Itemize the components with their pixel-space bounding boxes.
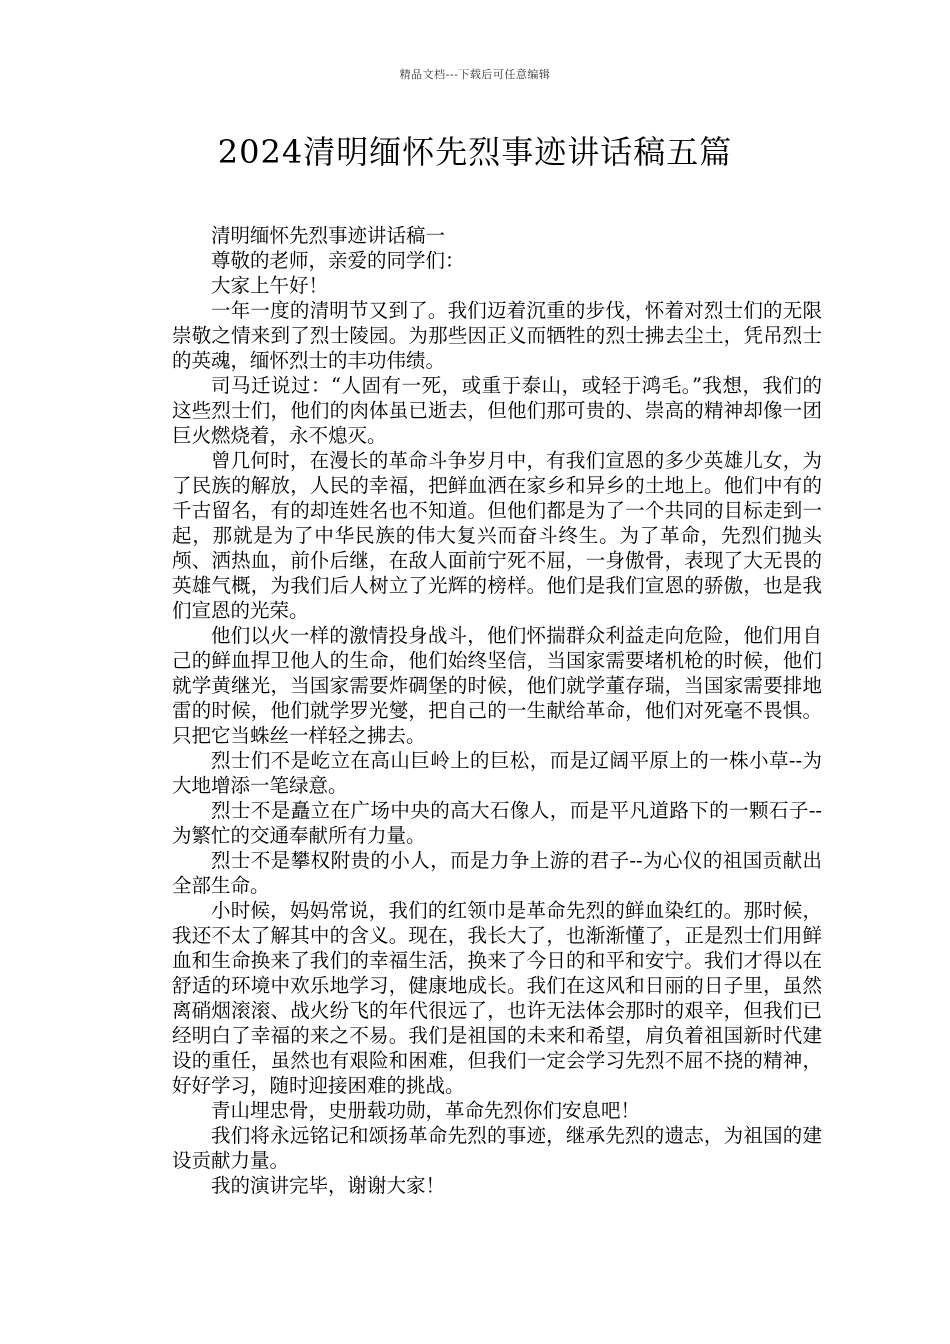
body-paragraph: 曾几何时，在漫长的革命斗争岁月中，有我们宣恩的多少英雄儿女，为了民族的解放，人民的幸福，把鲜血洒在家乡和异乡的土地上。他们中有的千古留名，有的却连姓名也不知道。但他们都是为了一个共同的目标走到一起，那就是为了中华民族的伟大复兴而奋斗终生。为了革命，先烈们抛头颅、洒热血，前仆后继，在敌人面前宁死不屈，一身傲骨，表现了大无畏的英雄气概，为我们后人树立了光辉的榜样。他们是我们宣恩的骄傲，也是我们宣恩的光荣。 [172,449,822,622]
body-paragraph: 他们以火一样的激情投身战斗，他们怀揣群众利益走向危险，他们用自己的鲜血捍卫他人的生命，他们始终坚信，当国家需要堵机枪的时候，他们就学黄继光，当国家需要炸碉堡的时候，他们就学董存瑞，当国家需要排地雷的时候，他们就学罗光燮，把自己的一生献给革命，他们对死毫不畏惧。只把它当蛛丝一样轻之拂去。 [172,624,822,747]
section-heading: 清明缅怀先烈事迹讲话稿一 [211,224,446,247]
body-paragraph: 我们将永远铭记和颂扬革命先烈的事迹，继承先烈的遗志，为祖国的建设贡献力量。 [172,1124,822,1172]
greeting: 大家上午好！ [211,274,329,297]
body-paragraph: 烈士不是攀权附贵的小人，而是力争上游的君子--为心仪的祖国贡献出全部生命。 [172,849,822,897]
closing: 我的演讲完毕，谢谢大家！ [211,1174,446,1197]
body-paragraph: 一年一度的清明节又到了。我们迈着沉重的步伐，怀着对烈士们的无限崇敬之情来到了烈士陵园。为那些因正义而牺牲的烈士拂去尘土，凭吊烈士的英魂，缅怀烈士的丰功伟绩。 [172,299,822,372]
salutation: 尊敬的老师，亲爱的同学们： [211,249,465,272]
document-body [172,223,822,1198]
body-paragraph: 青山埋忠骨，史册载功勋，革命先烈你们安息吧！ [211,1099,641,1122]
body-paragraph: 烈士们不是屹立在高山巨岭上的巨松，而是辽阔平原上的一株小草--为大地增添一笔绿意。 [172,749,822,797]
body-paragraph: 烈士不是矗立在广场中央的高大石像人，而是平凡道路下的一颗石子--为繁忙的交通奉献所有力量。 [172,799,822,847]
document-title: 2024清明缅怀先烈事迹讲话稿五篇 [217,133,733,171]
header-note: 精品文档---下载后可任意编辑 [399,68,551,81]
body-paragraph: 司马迁说过：“人固有一死，或重于泰山，或轻于鸿毛。”我想，我们的这些烈士们，他们的肉体虽已逝去，但他们那可贵的、崇高的精神却像一团巨火燃烧着，永不熄灭。 [172,374,822,447]
body-paragraph: 小时候，妈妈常说，我们的红领巾是革命先烈的鲜血染红的。那时候，我还不太了解其中的含义。现在，我长大了，也渐渐懂了，正是烈士们用鲜血和生命换来了我们的幸福生活，换来了今日的和平和安宁。我们才得以在舒适的环境中欢乐地学习，健康地成长。我们在这风和日丽的日子里，虽然离硝烟滚滚、战火纷飞的年代很远了，也许无法体会那时的艰辛，但我们已经明白了幸福的来之不易。我们是祖国的未来和希望，肩负着祖国新时代建设的重任，虽然也有艰险和困难，但我们一定会学习先烈不屈不挠的精神，好好学习，随时迎接困难的挑战。 [172,899,822,1097]
